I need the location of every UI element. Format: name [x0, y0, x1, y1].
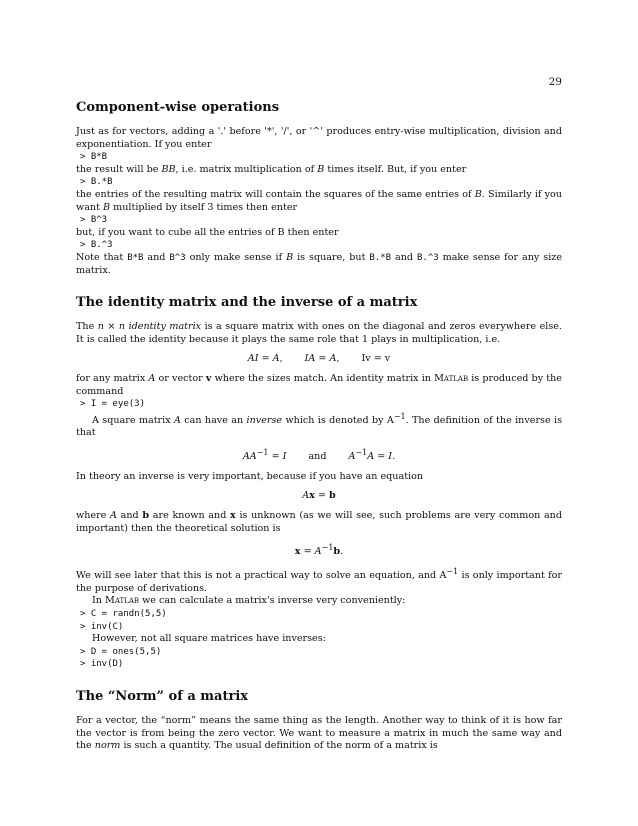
code-line: > B.^3 — [80, 240, 113, 251]
paragraph: A square matrix A can have an inverse which is denoted by $A^{-1}$. The definition of the inverse is that — [76, 411, 562, 439]
paragraph: the entries of the resulting matrix will contain the squares of the same entries of B. Similarly if you want B multiplied by itself 3 times then enter — [76, 188, 562, 213]
page-number: 29 — [548, 76, 562, 88]
code-line: > B*B — [80, 152, 108, 163]
section-title-matrix-norm: The “Norm” of a matrix — [76, 688, 249, 704]
code-line: > I = eye(3) — [80, 399, 146, 410]
equation-solution: $x = A^{-1}b$. — [294, 543, 344, 558]
section-title-identity-inverse: The identity matrix and the inverse of a matrix — [76, 295, 418, 311]
paragraph: Just as for vectors, adding a '.' before '*', '/', or '^' produces entry-wise multiplication, division and exponentiation. If you enter — [76, 126, 562, 150]
code-line: > D = ones(5,5) — [80, 646, 162, 657]
code-line: > B^3 — [80, 215, 108, 226]
paragraph: For a vector, the “norm” means the same thing as the length. Another way to think of it is how far the vector is from being the zero vector. We want to measure a matrix in much the same way and the norm is such a quantity. The usual definition of the norm of a matrix is — [76, 714, 562, 752]
paragraph: The n × n identity matrix is a square matrix with ones on the diagonal and zeros everywhere else. It is called the identity because it plays the same role that 1 plays in multiplication, i.e. — [76, 321, 562, 345]
equation-linear-system: Ax = b — [302, 490, 336, 502]
paragraph: the result will be BB, i.e. matrix multiplication of B times itself. But, if you enter — [76, 163, 467, 175]
paragraph: However, not all square matrices have inverses: — [92, 633, 326, 645]
page-content — [76, 100, 562, 753]
equation-inverse-definition: $AA^{-1} = I$ and $A^{-1}A = I$. — [242, 448, 396, 463]
code-line: > inv(D) — [80, 659, 124, 670]
code-line: > inv(C) — [80, 621, 124, 632]
section-title-component-wise: Component-wise operations — [76, 100, 280, 115]
paragraph: for any matrix A or vector v where the sizes match. An identity matrix in Matlab is produced by the command — [76, 372, 562, 397]
paragraph: Note that B*B and B^3 only make sense if B is square, but B.*B and B.^3 make sense for any size matrix. — [76, 251, 563, 276]
paragraph: In theory an inverse is very important, because if you have an equation — [76, 470, 424, 482]
equation-identity: AI = A, IA = A, Iv = v — [247, 353, 391, 365]
paragraph: where A and b are known and x is unknown (as we will see, such problems are very common and important) then the theoretical solution is — [76, 510, 562, 534]
code-line: > C = randn(5,5) — [80, 608, 167, 619]
code-line: > B.*B — [80, 177, 113, 188]
paragraph: but, if you want to cube all the entries of B then enter — [76, 226, 339, 238]
paragraph: In Matlab we can calculate a matrix's inverse very conveniently: — [92, 595, 406, 607]
paragraph: We will see later that this is not a practical way to solve an equation, and $A^{-1}$ is only important for the purpose of derivations. — [76, 567, 563, 594]
